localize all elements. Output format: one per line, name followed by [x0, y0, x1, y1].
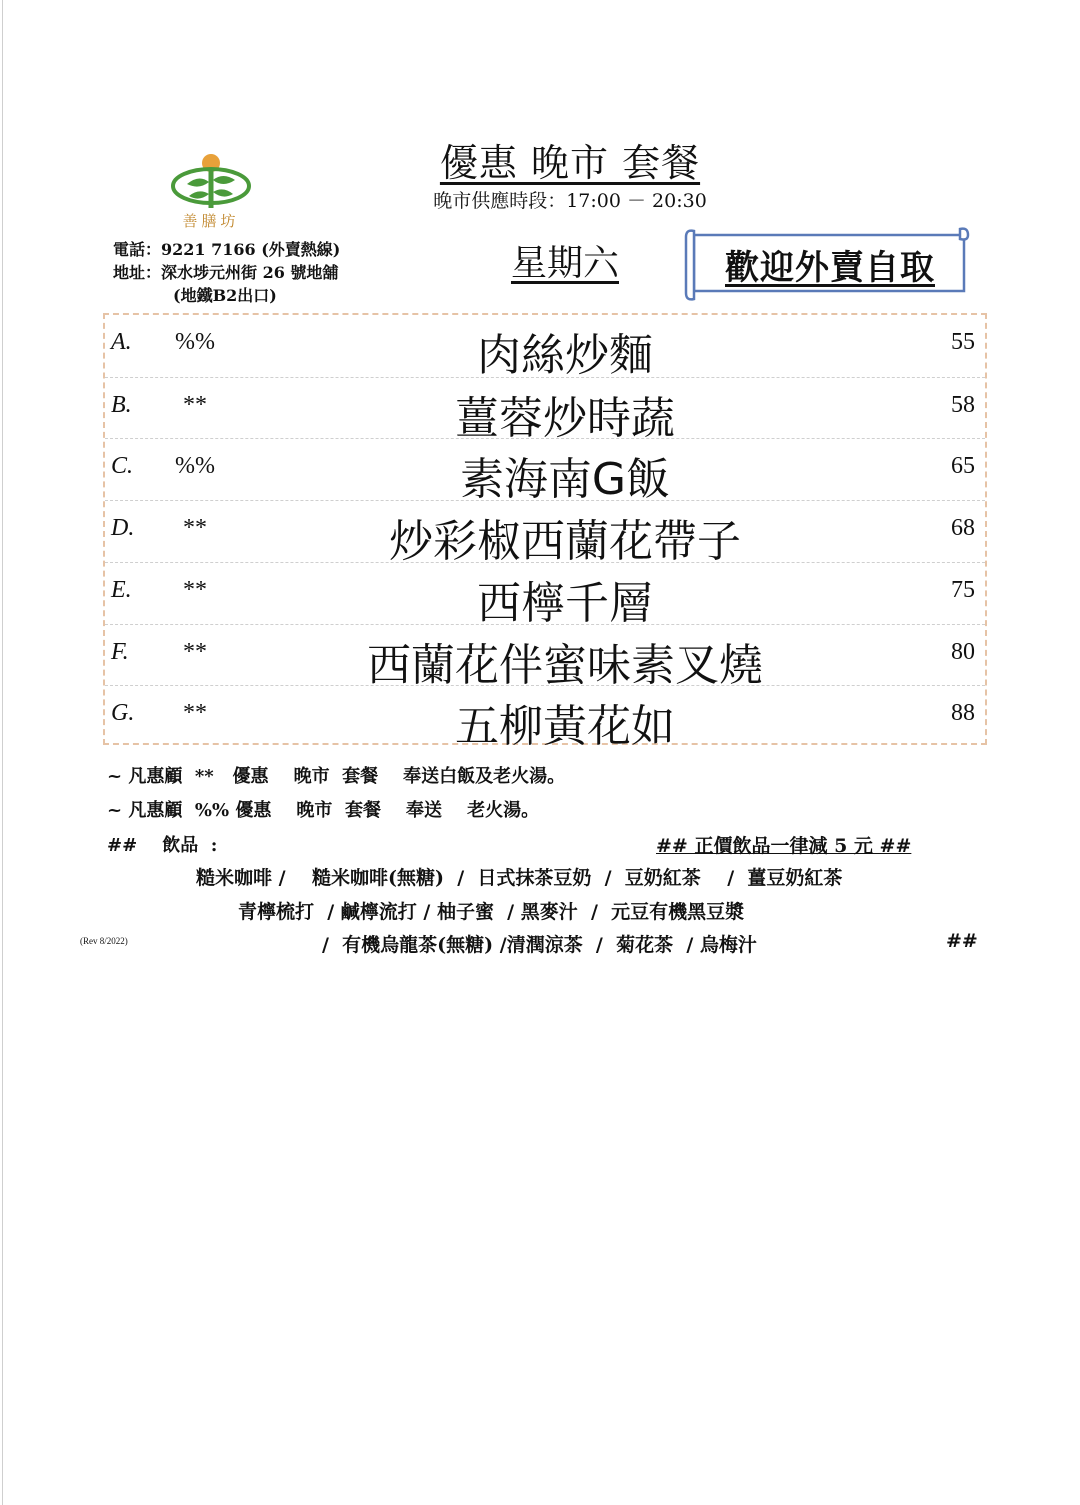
menu-row	[105, 685, 985, 753]
menu-item-dish: 五柳黃花如	[455, 701, 675, 753]
drinks-row-3: / 有機烏龍茶(無糖) /清潤涼茶 / 菊花茶 / 烏梅汁	[322, 934, 757, 956]
drinks-row-1: 糙米咖啡 / 糙米咖啡(無糖) / 日式抹茶豆奶 / 豆奶紅茶 / 薑豆奶紅茶	[196, 867, 843, 889]
takeaway-banner-text: 歡迎外賣自取	[725, 248, 935, 288]
menu-item-mark: **	[183, 391, 207, 418]
menu-table	[103, 313, 987, 753]
drinks-label: ## 飲品 :	[107, 835, 218, 856]
menu-row	[105, 315, 985, 381]
menu-item-mark: **	[183, 700, 207, 727]
revision-label: (Rev 8/2022)	[80, 936, 128, 946]
menu-item-dish: 肉絲炒麵	[477, 330, 653, 381]
drinks-end-mark: ##	[946, 930, 978, 952]
menu-item-price: 88	[951, 700, 975, 727]
menu-item-code: F.	[111, 638, 129, 665]
menu-item-dish: 西蘭花伴蜜味素叉燒	[367, 639, 763, 691]
menu-item-price: 68	[951, 515, 975, 542]
menu-item-code: A.	[111, 329, 132, 355]
address-line: 地址：深水埗元州街 26 號地舖	[113, 263, 339, 282]
menu-item-mark: **	[183, 515, 207, 542]
restaurant-logo	[165, 150, 257, 235]
drinks-row-2: 青檸梳打 / 鹹檸流打 / 柚子蜜 / 黑麥汁 / 元豆有機黑豆漿	[238, 901, 745, 923]
menu-item-price: 80	[951, 638, 975, 665]
menu-row	[105, 438, 985, 506]
drinks-discount: ## 正價飲品一律減 5 元 ##	[656, 835, 912, 857]
menu-item-price: 58	[951, 391, 975, 418]
weekday-label: 星期六	[510, 243, 619, 284]
page-title: 優惠 晚市 套餐	[439, 141, 701, 185]
menu-item-code: B.	[111, 391, 132, 418]
note-line-2: ~ 凡惠顧 %% 優惠 晚市 套餐 奉送 老火湯。	[107, 800, 540, 821]
menu-row	[105, 377, 985, 444]
menu-item-price: 65	[951, 453, 975, 480]
address-note: (地鐵B2出口)	[173, 286, 277, 305]
note-line-1: ~ 凡惠顧 ** 優惠 晚市 套餐 奉送白飯及老火湯。	[107, 766, 566, 787]
menu-item-price: 55	[951, 329, 975, 355]
menu-item-mark: **	[183, 638, 207, 665]
menu-item-mark: **	[183, 576, 207, 603]
phone-line: 電話：9221 7166 (外賣熱線)	[113, 240, 341, 259]
menu-row	[105, 624, 985, 691]
service-hours: 晚市供應時段：17:00 － 20:30	[433, 190, 707, 212]
tree-logo-icon	[165, 150, 257, 210]
page-edge	[2, 0, 3, 1505]
menu-item-code: G.	[111, 700, 135, 727]
contact-info	[113, 238, 340, 307]
menu-row	[105, 562, 985, 629]
menu-row	[105, 500, 985, 568]
menu-item-dish: 薑蓉炒時蔬	[455, 392, 675, 444]
menu-item-dish: 素海南G飯	[459, 454, 671, 506]
menu-item-price: 75	[951, 576, 975, 603]
menu-item-dish: 炒彩椒西蘭花帶子	[389, 516, 741, 568]
menu-item-dish: 西檸千層	[477, 577, 653, 629]
menu-item-mark: %%	[175, 329, 215, 355]
menu-item-code: C.	[111, 453, 134, 480]
menu-item-mark: %%	[175, 453, 215, 480]
menu-item-code: E.	[111, 576, 132, 603]
menu-item-code: D.	[111, 515, 135, 542]
restaurant-name: 善膳坊	[182, 212, 240, 230]
